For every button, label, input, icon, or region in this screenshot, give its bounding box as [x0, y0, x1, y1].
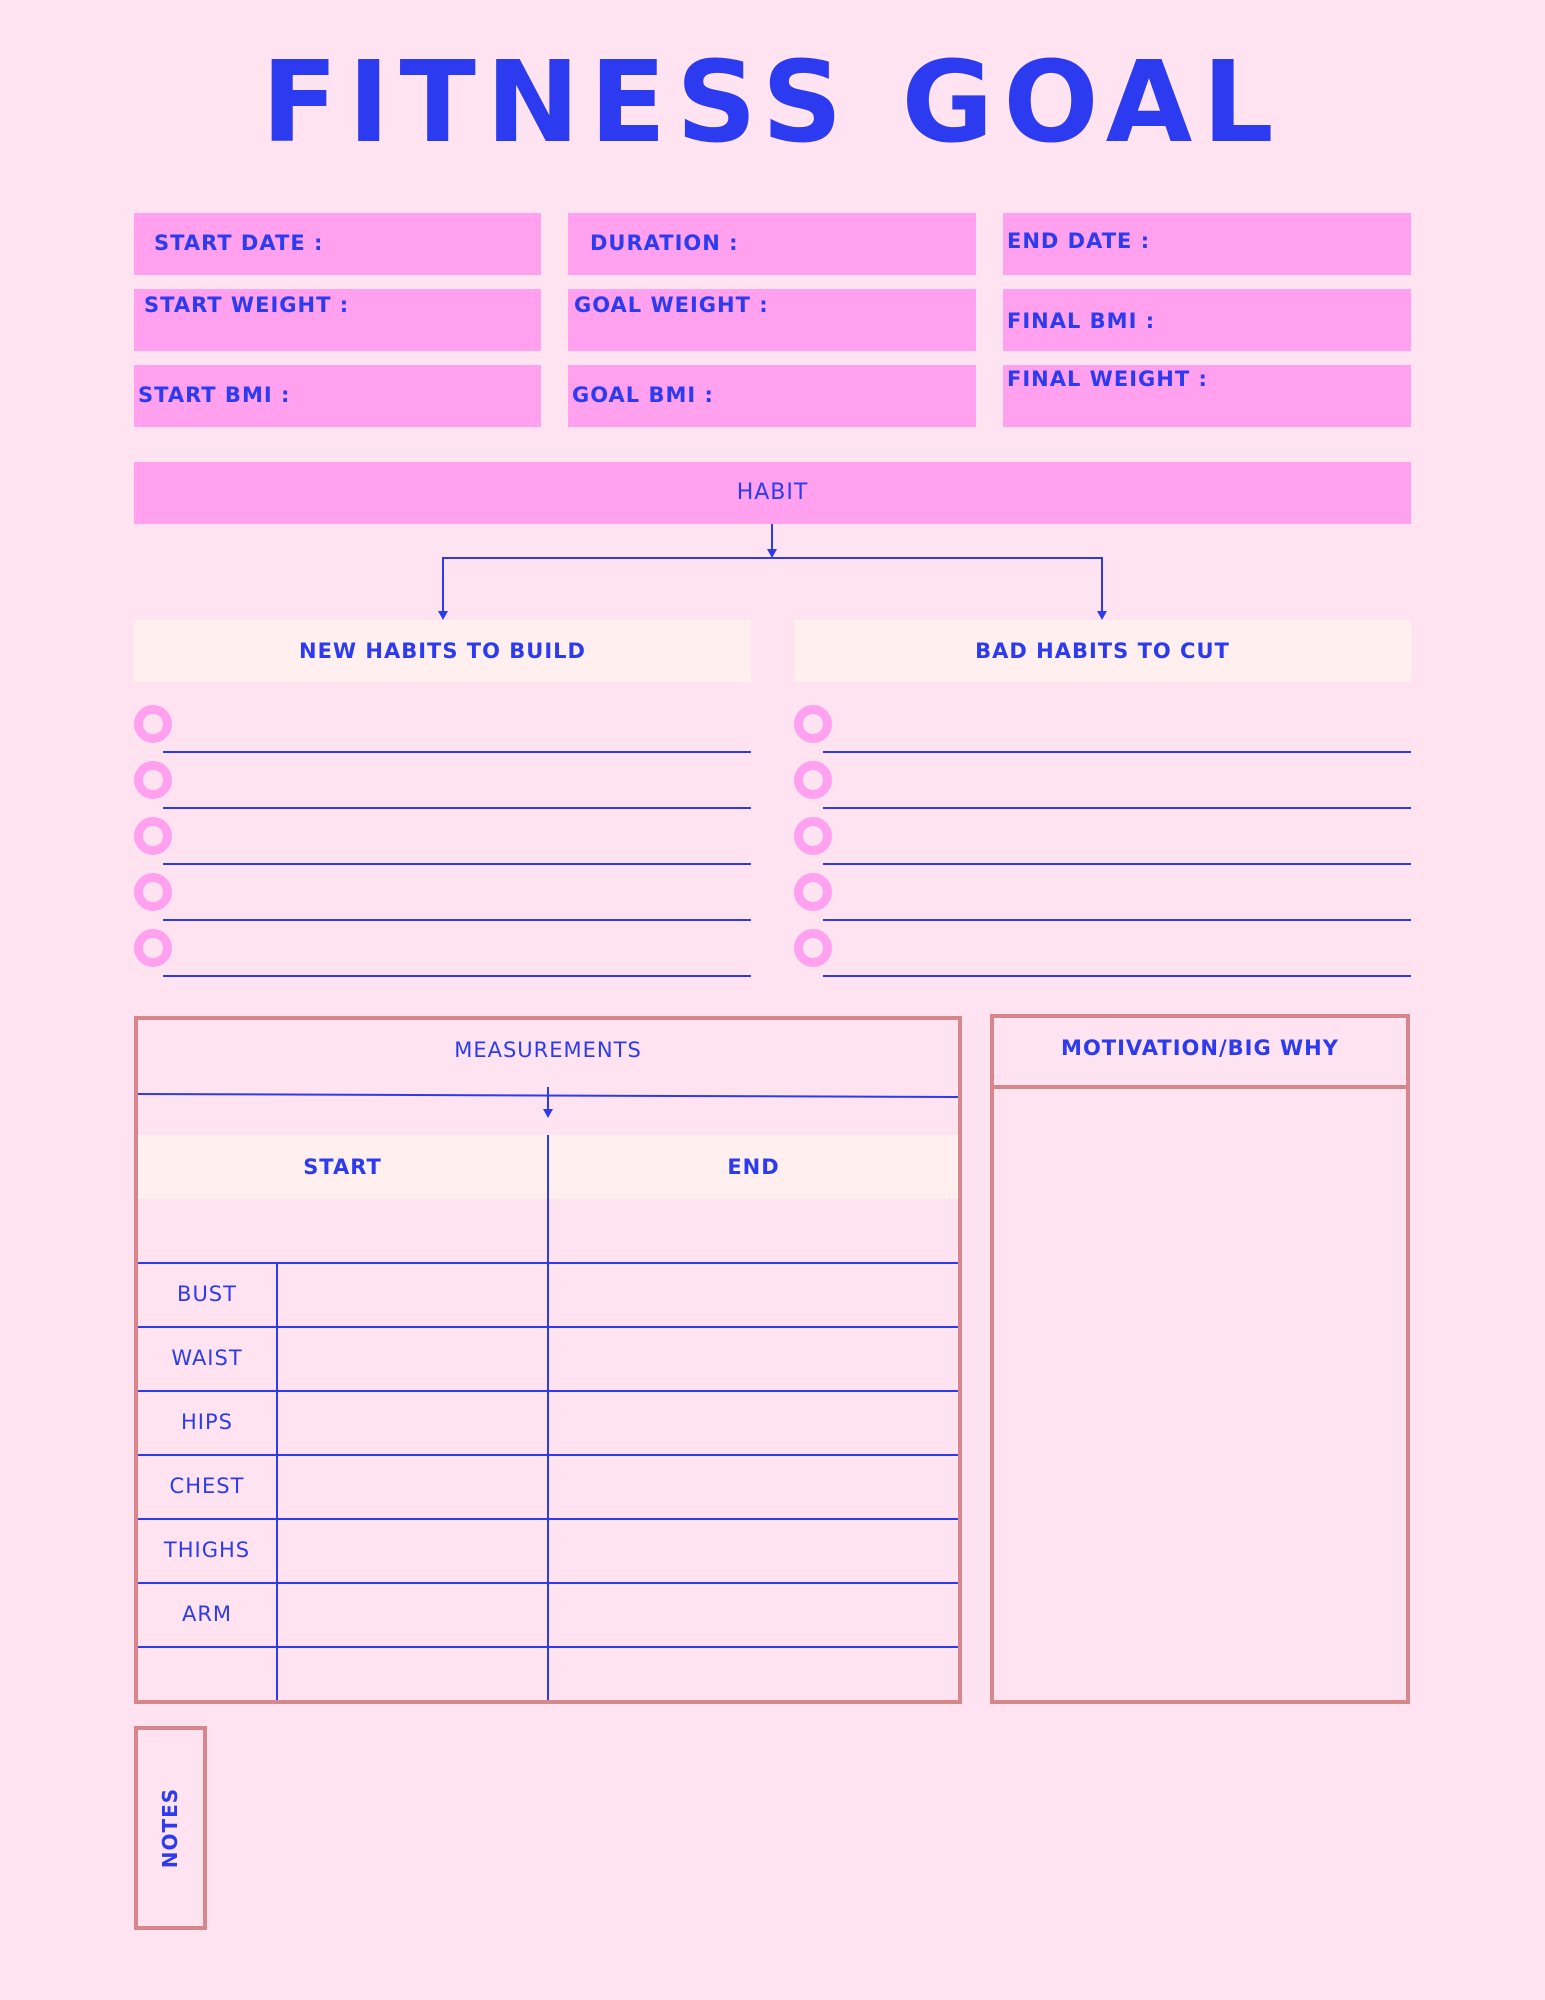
- checkbox-circle-icon[interactable]: [794, 817, 832, 855]
- checkbox-circle-icon[interactable]: [134, 873, 172, 911]
- writing-line[interactable]: [163, 919, 751, 921]
- checkbox-circle-icon[interactable]: [794, 761, 832, 799]
- end-column-header: END: [727, 1155, 780, 1179]
- writing-line[interactable]: [163, 975, 751, 977]
- checkbox-circle-icon[interactable]: [794, 929, 832, 967]
- table-row-divider: [138, 1518, 958, 1520]
- motivation-title: MOTIVATION/BIG WHY: [1061, 1036, 1339, 1060]
- measurements-title: MEASUREMENTS: [454, 1038, 642, 1062]
- column-divider: [547, 1135, 549, 1700]
- final-weight-label: FINAL WEIGHT :: [1007, 367, 1208, 391]
- arrow-down-icon: [438, 611, 448, 620]
- writing-line[interactable]: [163, 807, 751, 809]
- new-habits-header: NEW HABITS TO BUILD: [134, 620, 751, 682]
- goal-weight-field[interactable]: [568, 289, 976, 351]
- goal-bmi-field[interactable]: [568, 365, 976, 427]
- writing-line[interactable]: [823, 863, 1411, 865]
- connector-line: [547, 1087, 549, 1109]
- table-row-divider: [138, 1390, 958, 1392]
- start-date-field[interactable]: [134, 213, 541, 275]
- measurement-row-label: THIGHS: [163, 1538, 251, 1562]
- start-column-header: START: [303, 1155, 382, 1179]
- connector-line: [442, 557, 444, 613]
- checkbox-circle-icon[interactable]: [134, 817, 172, 855]
- table-row-divider: [138, 1454, 958, 1456]
- notes-label: NOTES: [158, 1787, 182, 1869]
- writing-line[interactable]: [823, 975, 1411, 977]
- writing-line[interactable]: [823, 919, 1411, 921]
- arrow-down-icon: [543, 1109, 553, 1118]
- writing-line[interactable]: [163, 863, 751, 865]
- writing-line[interactable]: [823, 751, 1411, 753]
- table-row-divider: [138, 1582, 958, 1584]
- final-bmi-label: FINAL BMI :: [1007, 309, 1156, 333]
- table-row-divider: [138, 1646, 958, 1648]
- end-date-field[interactable]: [1003, 213, 1411, 275]
- start-weight-field[interactable]: [134, 289, 541, 351]
- measurement-row-label: HIPS: [181, 1410, 233, 1434]
- table-row-divider: [138, 1326, 958, 1328]
- writing-line[interactable]: [823, 807, 1411, 809]
- checkbox-circle-icon[interactable]: [134, 705, 172, 743]
- final-bmi-field[interactable]: [1003, 289, 1411, 351]
- connector-line: [1101, 557, 1103, 613]
- checkbox-circle-icon[interactable]: [794, 705, 832, 743]
- measurement-row-label: WAIST: [171, 1346, 243, 1370]
- motivation-divider: [994, 1085, 1406, 1089]
- final-weight-field[interactable]: [1003, 365, 1411, 427]
- habit-bar: HABIT: [134, 462, 1411, 524]
- checkbox-circle-icon[interactable]: [134, 929, 172, 967]
- checkbox-circle-icon[interactable]: [134, 761, 172, 799]
- bad-habits-header: BAD HABITS TO CUT: [794, 620, 1411, 682]
- checkbox-circle-icon[interactable]: [794, 873, 832, 911]
- duration-label: DURATION :: [590, 231, 739, 255]
- writing-line[interactable]: [163, 751, 751, 753]
- measurement-row-label: BUST: [177, 1282, 237, 1306]
- measurement-row-label: CHEST: [169, 1474, 245, 1498]
- start-bmi-field[interactable]: [134, 365, 541, 427]
- start-bmi-label: START BMI :: [138, 383, 291, 407]
- duration-field[interactable]: [568, 213, 976, 275]
- start-date-label: START DATE :: [154, 231, 324, 255]
- motivation-box[interactable]: [990, 1014, 1410, 1704]
- arrow-down-icon: [1097, 611, 1107, 620]
- connector-line: [442, 557, 1103, 559]
- table-row-divider: [138, 1262, 958, 1264]
- goal-bmi-label: GOAL BMI :: [572, 383, 714, 407]
- start-weight-label: START WEIGHT :: [144, 293, 350, 317]
- measurement-row-label: ARM: [181, 1602, 233, 1626]
- connector-line: [771, 524, 773, 551]
- goal-weight-label: GOAL WEIGHT :: [574, 293, 769, 317]
- page-title: FITNESS GOAL: [261, 38, 1284, 168]
- end-date-label: END DATE :: [1007, 229, 1151, 253]
